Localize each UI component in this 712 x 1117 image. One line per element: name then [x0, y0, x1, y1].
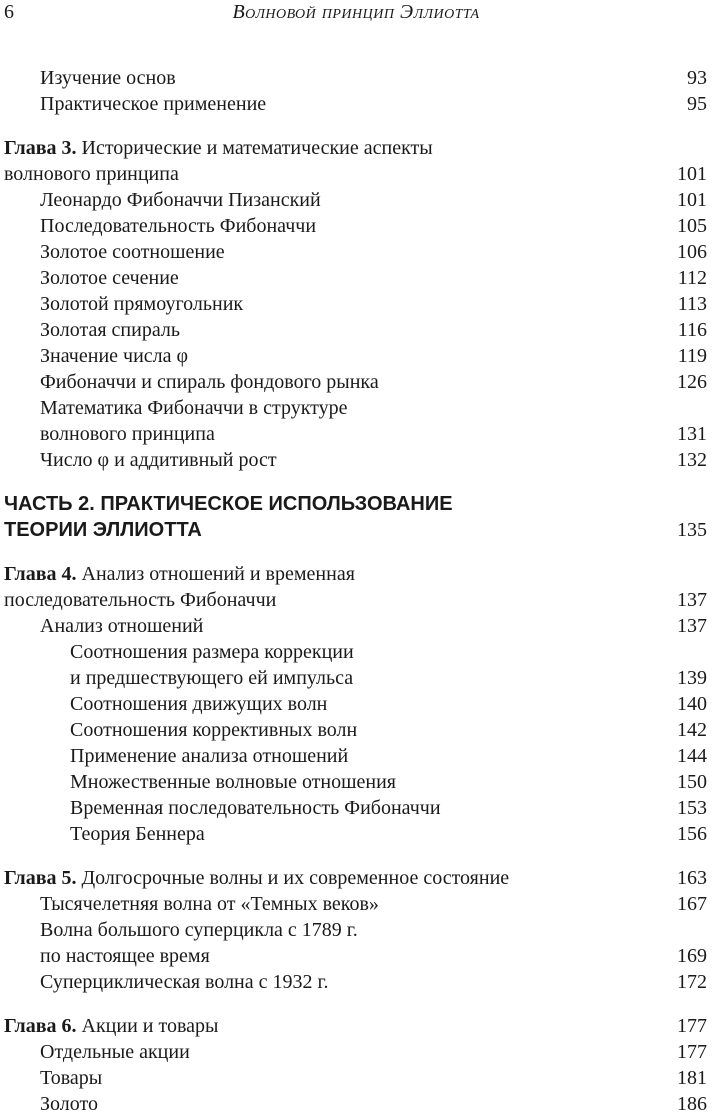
toc-part-heading	[0, 517, 712, 543]
toc-entry	[0, 291, 712, 317]
toc-entry-title	[4, 491, 453, 517]
toc-entry-title	[40, 291, 243, 317]
toc-page-number: 95	[687, 93, 707, 115]
toc-entry-title	[4, 561, 355, 587]
page-number: 6	[4, 1, 14, 23]
toc-page-number: 116	[677, 319, 707, 341]
toc-page-number: 169	[677, 945, 707, 967]
toc-entry-title	[40, 891, 379, 917]
toc-part-heading	[0, 491, 712, 517]
entry-text: Тысячелетняя волна от «Темных веков»	[40, 893, 379, 915]
toc-entry	[0, 265, 712, 291]
toc-entry	[0, 317, 712, 343]
toc-entry	[0, 1091, 712, 1117]
entry-text: Соотношения коррективных волн	[70, 719, 358, 741]
toc-page-number: 126	[677, 371, 707, 393]
toc-entry-title	[4, 1013, 218, 1039]
toc-entry	[0, 665, 712, 691]
toc-entry	[0, 447, 712, 473]
toc-page-number: 112	[677, 267, 707, 289]
entry-text: Число φ и аддитивный рост	[40, 449, 277, 471]
entry-text: Фибоначчи и спираль фондового рынка	[40, 371, 379, 393]
toc-entry	[0, 917, 712, 943]
entry-text: Временная последовательность Фибоначчи	[70, 797, 441, 819]
toc-entry-title	[40, 943, 210, 969]
entry-text: Акции и товары	[76, 1015, 219, 1037]
entry-text: Практическое применение	[40, 93, 267, 115]
entry-text: Золотая спираль	[40, 319, 180, 341]
toc-page-number: 153	[677, 797, 707, 819]
toc-entry	[0, 65, 712, 91]
toc-chapter-entry	[0, 1013, 712, 1039]
entry-text: Золото	[40, 1093, 98, 1115]
toc-entry	[0, 891, 712, 917]
entry-text: волнового принципа	[40, 423, 215, 445]
entry-text: Леонардо Фибоначчи Пизанский	[40, 189, 321, 211]
entry-text: по настоящее время	[40, 945, 210, 967]
entry-text: Волна большого суперцикла с 1789 г.	[40, 919, 358, 941]
entry-text: и предшествующего ей импульса	[70, 667, 354, 689]
toc-entry	[0, 1065, 712, 1091]
toc-page-number: 101	[677, 163, 707, 185]
toc-entry	[0, 769, 712, 795]
toc-entry	[0, 691, 712, 717]
toc-entry	[0, 943, 712, 969]
toc-page-number: 150	[677, 771, 707, 793]
entry-text: Изучение основ	[40, 67, 176, 89]
entry-text: Золотое сечение	[40, 267, 179, 289]
toc-entry-title	[40, 447, 277, 473]
toc-page-number: 135	[677, 519, 707, 541]
toc-entry-title	[70, 821, 205, 847]
toc-entry-title	[40, 613, 203, 639]
entry-text: Соотношения размера коррекции	[70, 641, 354, 663]
toc-entry	[0, 717, 712, 743]
entry-text: ЧАСТЬ 2. ПРАКТИЧЕСКОЕ ИСПОЛЬЗОВАНИЕ	[4, 493, 453, 515]
toc-entry	[0, 187, 712, 213]
toc-entry-title	[70, 769, 396, 795]
toc-page-number: 137	[677, 589, 707, 611]
toc-entry-title	[70, 639, 354, 665]
toc-entry-title	[40, 343, 188, 369]
entry-text: ТЕОРИИ ЭЛЛИОТТА	[4, 519, 202, 541]
entry-text: Золотое соотношение	[40, 241, 225, 263]
toc-entry	[0, 613, 712, 639]
entry-text: Товары	[40, 1067, 103, 1089]
toc-entry-title	[40, 1039, 190, 1065]
toc-page-number: 105	[677, 215, 707, 237]
toc-chapter-entry	[0, 865, 712, 891]
entry-text: Отдельные акции	[40, 1041, 190, 1063]
toc-page-number: 101	[677, 189, 707, 211]
toc-entry-title	[4, 161, 179, 187]
toc-entry	[0, 91, 712, 117]
toc-page-number: 167	[677, 893, 707, 915]
toc-entry	[0, 743, 712, 769]
entry-text: Теория Беннера	[70, 823, 205, 845]
toc-entry-title	[40, 239, 225, 265]
toc-page-number: 131	[677, 423, 707, 445]
toc-page-number: 163	[677, 867, 707, 889]
toc-page-number: 177	[677, 1041, 707, 1063]
toc-page-number: 119	[677, 345, 707, 367]
toc-page-number: 132	[677, 449, 707, 471]
toc-entry-title	[40, 317, 180, 343]
toc-entry-title	[40, 1065, 102, 1091]
chapter-label: Глава 3.	[4, 137, 77, 159]
toc-entry	[0, 161, 712, 187]
toc-page-number: 172	[677, 971, 707, 993]
toc-entry-title	[70, 743, 348, 769]
toc-entry-title	[40, 421, 215, 447]
toc-entry-title	[40, 65, 176, 91]
entry-text: Математика Фибоначчи в структуре	[40, 397, 348, 419]
entry-text: Соотношения движущих волн	[70, 693, 328, 715]
toc-entry	[0, 369, 712, 395]
toc-page-number: 181	[677, 1067, 707, 1089]
toc-page-number: 93	[687, 67, 707, 89]
toc-entry	[0, 795, 712, 821]
running-header	[0, 0, 712, 30]
toc-page-number: 177	[677, 1015, 707, 1037]
entry-text: Долгосрочные волны и их современное состояние	[76, 867, 510, 889]
table-of-contents	[0, 65, 712, 1117]
toc-entry-title	[4, 135, 433, 161]
chapter-label: Глава 4.	[4, 563, 77, 585]
toc-entry	[0, 969, 712, 995]
toc-entry-title	[70, 717, 357, 743]
toc-entry-title	[4, 517, 202, 543]
toc-entry-title	[4, 587, 276, 613]
toc-entry-title	[40, 213, 316, 239]
toc-page-number: 137	[677, 615, 707, 637]
toc-page-number: 106	[677, 241, 707, 263]
entry-text: Суперциклическая волна с 1932 г.	[40, 971, 329, 993]
entry-text: Анализ отношений и временная	[76, 563, 355, 585]
toc-entry-title	[4, 865, 509, 891]
toc-entry-title	[70, 665, 353, 691]
toc-entry	[0, 239, 712, 265]
entry-text: Применение анализа отношений	[70, 745, 349, 767]
toc-entry	[0, 639, 712, 665]
toc-page-number: 186	[677, 1093, 707, 1115]
toc-entry	[0, 421, 712, 447]
chapter-label: Глава 5.	[4, 867, 77, 889]
entry-text: Множественные волновые отношения	[70, 771, 397, 793]
toc-entry	[0, 821, 712, 847]
toc-page-number: 142	[677, 719, 707, 741]
toc-entry-title	[40, 917, 358, 943]
toc-page-number: 139	[677, 667, 707, 689]
toc-page-number: 140	[677, 693, 707, 715]
toc-page-number: 144	[677, 745, 707, 767]
entry-text: Последовательность Фибоначчи	[40, 215, 317, 237]
toc-entry-title	[40, 187, 321, 213]
toc-entry-title	[40, 395, 348, 421]
toc-entry	[0, 213, 712, 239]
toc-chapter-entry	[0, 561, 712, 587]
toc-entry	[0, 587, 712, 613]
toc-chapter-entry	[0, 135, 712, 161]
toc-entry	[0, 1039, 712, 1065]
toc-entry	[0, 395, 712, 421]
toc-entry-title	[70, 691, 327, 717]
entry-text: волнового принципа	[4, 163, 179, 185]
entry-text: последовательность Фибоначчи	[4, 589, 277, 611]
entry-text: Исторические и математические аспекты	[76, 137, 433, 159]
toc-entry-title	[40, 1091, 98, 1117]
toc-page-number: 156	[677, 823, 707, 845]
running-title: Волновой принцип Эллиотта	[232, 1, 480, 23]
toc-page-number: 113	[677, 293, 707, 315]
entry-text: Значение числа φ	[40, 345, 189, 367]
entry-text: Золотой прямоугольник	[40, 293, 244, 315]
toc-entry-title	[40, 369, 379, 395]
toc-entry-title	[40, 265, 179, 291]
toc-entry	[0, 343, 712, 369]
toc-entry-title	[40, 969, 328, 995]
toc-entry-title	[70, 795, 441, 821]
chapter-label: Глава 6.	[4, 1015, 77, 1037]
toc-entry-title	[40, 91, 266, 117]
entry-text: Анализ отношений	[40, 615, 204, 637]
